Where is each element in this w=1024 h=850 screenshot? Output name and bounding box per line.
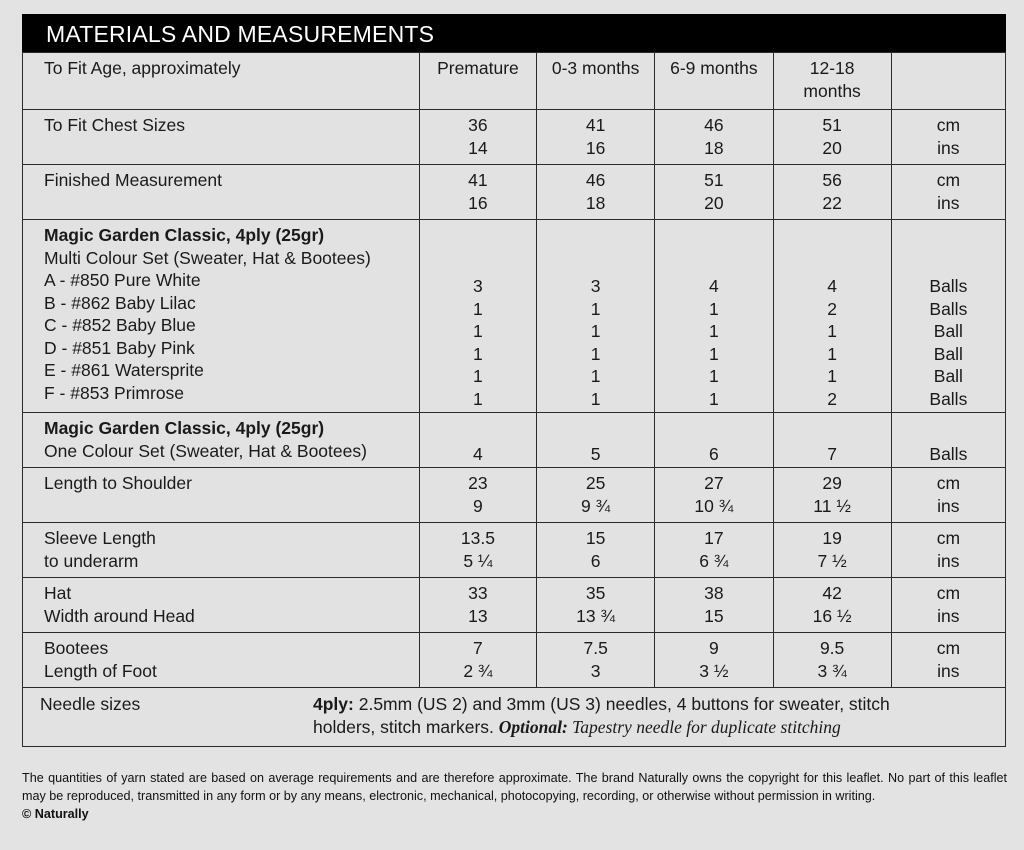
cell: 25 9 ¾ bbox=[537, 468, 655, 523]
column-header-units bbox=[891, 53, 1005, 110]
cell: 42 16 ½ bbox=[773, 578, 891, 633]
yarn-heading: Magic Garden Classic, 4ply (25gr) bbox=[44, 225, 325, 245]
unit-cell: Balls bbox=[891, 413, 1005, 468]
measurements-table bbox=[22, 52, 1006, 747]
table-row-chest bbox=[23, 110, 1006, 165]
table-row-sleeve bbox=[23, 523, 1006, 578]
yarn-label: C - #852 Baby Blue bbox=[44, 315, 196, 335]
section-title: MATERIALS AND MEASUREMENTS bbox=[22, 14, 1006, 52]
yarn-heading: Magic Garden Classic, 4ply (25gr) bbox=[44, 418, 325, 438]
cell: 23 9 bbox=[419, 468, 536, 523]
cell: 3 1 1 1 1 1 bbox=[419, 220, 536, 413]
yarn-label: E - #861 Watersprite bbox=[44, 360, 204, 380]
disclaimer-text: The quantities of yarn stated are based on average requirements and are therefore approximate. The brand Naturally owns the copyright for this leaflet. No part of this leaflet may be reproduced, transmitted in any form or by any means, electronic, mechanical, photocopying, recording, or otherwise without permission in writing. bbox=[22, 771, 1007, 803]
cell: 46 18 bbox=[537, 165, 655, 220]
cell: 7 2 ¾ bbox=[419, 633, 536, 688]
cell: 51 20 bbox=[655, 165, 773, 220]
table-row-finished bbox=[23, 165, 1006, 220]
cell: 41 16 bbox=[419, 165, 536, 220]
cell: 56 22 bbox=[773, 165, 891, 220]
column-header-12-18-months: 12-18 months bbox=[773, 53, 891, 110]
cell: 4 bbox=[419, 413, 536, 468]
set-subheading: Multi Colour Set (Sweater, Hat & Bootees) bbox=[44, 247, 371, 268]
table-row-hat bbox=[23, 578, 1006, 633]
column-header-0-3-months: 0-3 months bbox=[537, 53, 655, 110]
yarn-label: D - #851 Baby Pink bbox=[44, 337, 195, 358]
unit-cell: cm ins bbox=[891, 110, 1005, 165]
needles-label: Needle sizes bbox=[40, 694, 141, 714]
cell: 36 14 bbox=[419, 110, 536, 165]
column-header-6-9-months: 6-9 months bbox=[655, 53, 773, 110]
materials-sheet bbox=[22, 14, 1006, 747]
yarn-label: F - #853 Primrose bbox=[44, 382, 185, 403]
cell: 6 bbox=[655, 413, 773, 468]
cell: 17 6 ¾ bbox=[655, 523, 773, 578]
table-row-shoulder bbox=[23, 468, 1006, 523]
cell: 7 bbox=[773, 413, 891, 468]
cell: 9 3 ½ bbox=[655, 633, 773, 688]
cell: 38 15 bbox=[655, 578, 773, 633]
copyright: © Naturally bbox=[22, 807, 89, 821]
column-header-premature: Premature bbox=[419, 53, 536, 110]
table-row-one-colour-set bbox=[23, 413, 1006, 468]
disclaimer bbox=[22, 769, 1007, 823]
row-label: Bootees Length of Foot bbox=[23, 633, 420, 688]
row-label: To Fit Age, approximately bbox=[23, 53, 420, 110]
cell: 29 11 ½ bbox=[773, 468, 891, 523]
table-row-needles bbox=[23, 688, 1006, 747]
set-subheading: One Colour Set (Sweater, Hat & Bootees) bbox=[44, 440, 367, 461]
cell: 35 13 ¾ bbox=[537, 578, 655, 633]
table-row-bootees bbox=[23, 633, 1006, 688]
unit-cell: Balls Balls Ball Ball Ball Balls bbox=[891, 220, 1005, 413]
cell: 9.5 3 ¾ bbox=[773, 633, 891, 688]
table-row-age bbox=[23, 53, 1006, 110]
cell: 33 13 bbox=[419, 578, 536, 633]
yarn-label: A - #850 Pure White bbox=[44, 270, 201, 290]
cell: 15 6 bbox=[537, 523, 655, 578]
row-label: Sleeve Length to underarm bbox=[23, 523, 420, 578]
cell: 46 18 bbox=[655, 110, 773, 165]
unit-cell: cm ins bbox=[891, 578, 1005, 633]
row-label bbox=[23, 413, 420, 468]
cell: 13.5 5 ¼ bbox=[419, 523, 536, 578]
cell: 5 bbox=[537, 413, 655, 468]
unit-cell: cm ins bbox=[891, 468, 1005, 523]
cell: 51 20 bbox=[773, 110, 891, 165]
needles-cell bbox=[23, 688, 1006, 747]
table-row-multi-colour-set bbox=[23, 220, 1006, 413]
row-label: Length to Shoulder bbox=[23, 468, 420, 523]
needles-text: 4ply: 2.5mm (US 2) and 3mm (US 3) needles, 4 buttons for sweater, stitch holders, stitch markers. Optional: Tapestry needle for duplicate stitching bbox=[313, 694, 890, 737]
row-label: Hat Width around Head bbox=[23, 578, 420, 633]
unit-cell: cm ins bbox=[891, 523, 1005, 578]
unit-cell: cm ins bbox=[891, 165, 1005, 220]
cell: 27 10 ¾ bbox=[655, 468, 773, 523]
row-label bbox=[23, 220, 420, 413]
yarn-label: B - #862 Baby Lilac bbox=[44, 292, 196, 313]
cell: 4 2 1 1 1 2 bbox=[773, 220, 891, 413]
unit-cell: cm ins bbox=[891, 633, 1005, 688]
cell: 7.5 3 bbox=[537, 633, 655, 688]
cell: 3 1 1 1 1 1 bbox=[537, 220, 655, 413]
cell: 19 7 ½ bbox=[773, 523, 891, 578]
row-label: To Fit Chest Sizes bbox=[23, 110, 420, 165]
cell: 41 16 bbox=[537, 110, 655, 165]
cell: 4 1 1 1 1 1 bbox=[655, 220, 773, 413]
row-label: Finished Measurement bbox=[23, 165, 420, 220]
